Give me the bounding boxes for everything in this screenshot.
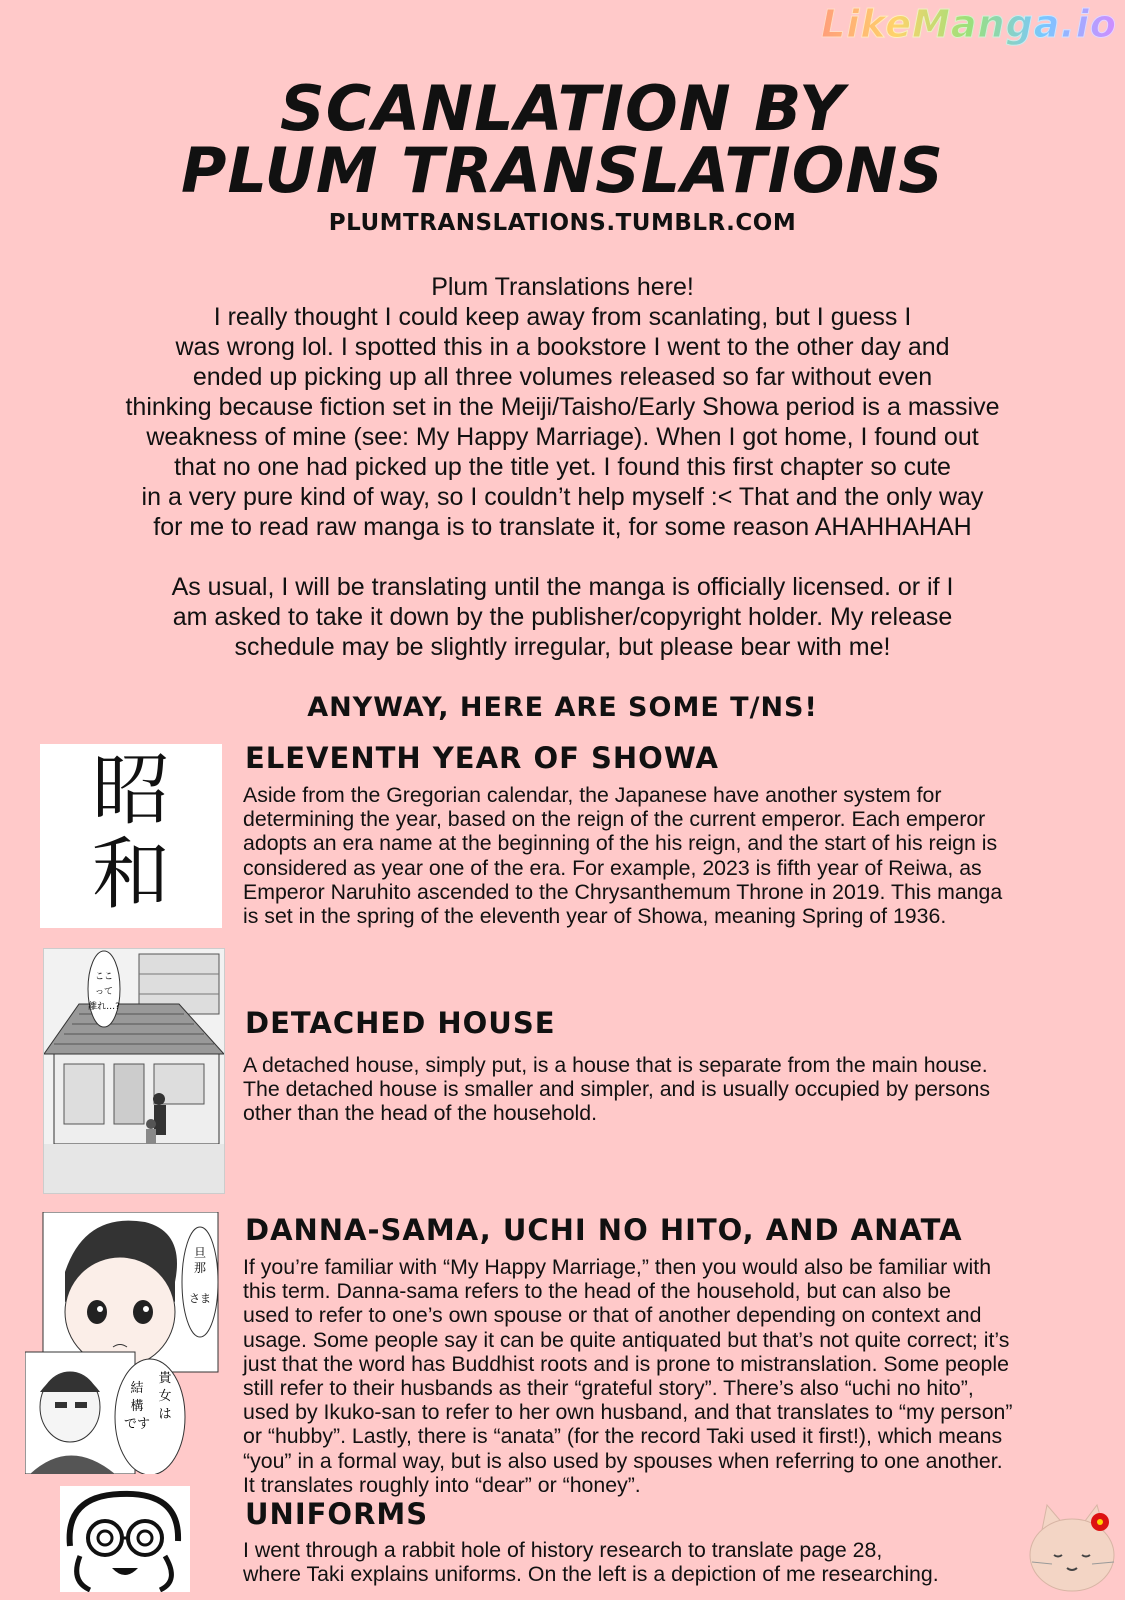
note-title-detached-house: DETACHED HOUSE	[245, 1006, 556, 1040]
svg-text:さま: さま	[189, 1292, 211, 1305]
cat-mascot-image	[1022, 1500, 1122, 1595]
tn-heading: ANYWAY, HERE ARE SOME T/NS!	[307, 692, 818, 723]
researching-doodle-image	[60, 1486, 190, 1592]
svg-text:旦: 旦	[193, 1246, 207, 1260]
group-url[interactable]: PLUMTRANSLATIONS.TUMBLR.COM	[328, 210, 797, 236]
page-title	[0, 72, 1125, 207]
site-watermark: LikeManga.io	[821, 2, 1117, 46]
svg-text:ここ: ここ	[94, 972, 114, 982]
svg-text:那: 那	[193, 1261, 207, 1275]
svg-text:です: です	[123, 1417, 151, 1432]
showa-kanji-image	[40, 744, 222, 928]
showa-kanji: 昭 和	[91, 746, 170, 920]
note-title-showa: ELEVENTH YEAR OF SHOWA	[245, 741, 719, 775]
note-body-detached-house: A detached house, simply put, is a house that is separate from the main house. The detached house is smaller and simpler, and is usually occupied by persons other than the head of the household.	[243, 1053, 990, 1126]
svg-text:構: 構	[130, 1399, 144, 1414]
title-line-2: PLUM TRANSLATIONS	[181, 134, 944, 207]
note-title-danna-sama: DANNA-SAMA, UCHI NO HITO, AND ANATA	[245, 1213, 963, 1247]
intro-paragraph-2: As usual, I will be translating until the manga is officially licensed. or if I am asked to take it down by the publisher/copyright holder. My release schedule may be slightly irregular, but please bear with me!	[171, 573, 954, 661]
svg-text:って: って	[94, 987, 114, 997]
svg-text:女: 女	[158, 1389, 172, 1404]
svg-text:結: 結	[130, 1381, 144, 1396]
note-body-showa: Aside from the Gregorian calendar, the Japanese have another system for determining the year, based on the reign of the current emperor. Each emperor adopts an era name at the beginning of the his reign, and the start of his reign is considered as year one of the era. For example, 2023 is fifth year of Reiwa, as Emperor Naruhito ascended to the Chrysanthemum Throne in 2019. This manga is set in the spring of the eleventh year of Showa, meaning Spring of 1936.	[243, 783, 1003, 929]
svg-text:離れ…?: 離れ…?	[88, 1002, 120, 1012]
note-title-uniforms: UNIFORMS	[245, 1497, 429, 1531]
title-line-1: SCANLATION BY	[280, 72, 845, 145]
note-body-danna-sama: If you’re familiar with “My Happy Marriage,” then you would also be familiar with this term. Danna-sama refers to the head of the household, but can also be used to refer to one’s own spouse or that of another depending on context and usage. Some people say it can be quite antiquated but that’s not quite correct; it’s just that the word has Buddhist roots and is prone to mistranslation. Some people still refer to their husbands as their “grateful story”. There’s also “uchi no hito”, used by Ikuko-san to refer to her own husband, and that translates to “my person” or “hubby”. Lastly, there is “anata” (for the record Taki used it first!), which means “you” in a formal way, but is also used by spouses when referring to one another. It translates roughly into “dear” or “honey”.	[243, 1255, 1013, 1497]
intro-paragraph-1: Plum Translations here! I really thought I could keep away from scanlating, but I guess I was wrong lol. I spotted this in a bookstore I went to the other day and ended up picking up all three volumes released so far without even thinking because fiction set in the Meiji/Taisho/Early Showa period is a massive weakness of mine (see: My Happy Marriage). When I got home, I found out that no one had picked up the title yet. I found this first chapter so cute in a very pure kind of way, so I couldn’t help myself :< That and the only way for me to read raw manga is to translate it, for some reason AHAHHAHAH	[125, 273, 1000, 541]
danna-sama-image	[25, 1212, 225, 1474]
intro-text	[60, 272, 1065, 692]
svg-text:貴: 貴	[158, 1371, 172, 1386]
detached-house-image	[43, 948, 225, 1194]
note-body-uniforms: I went through a rabbit hole of history research to translate page 28, where Taki explains uniforms. On the left is a depiction of me researching.	[243, 1538, 939, 1587]
svg-text:は: は	[158, 1407, 172, 1422]
